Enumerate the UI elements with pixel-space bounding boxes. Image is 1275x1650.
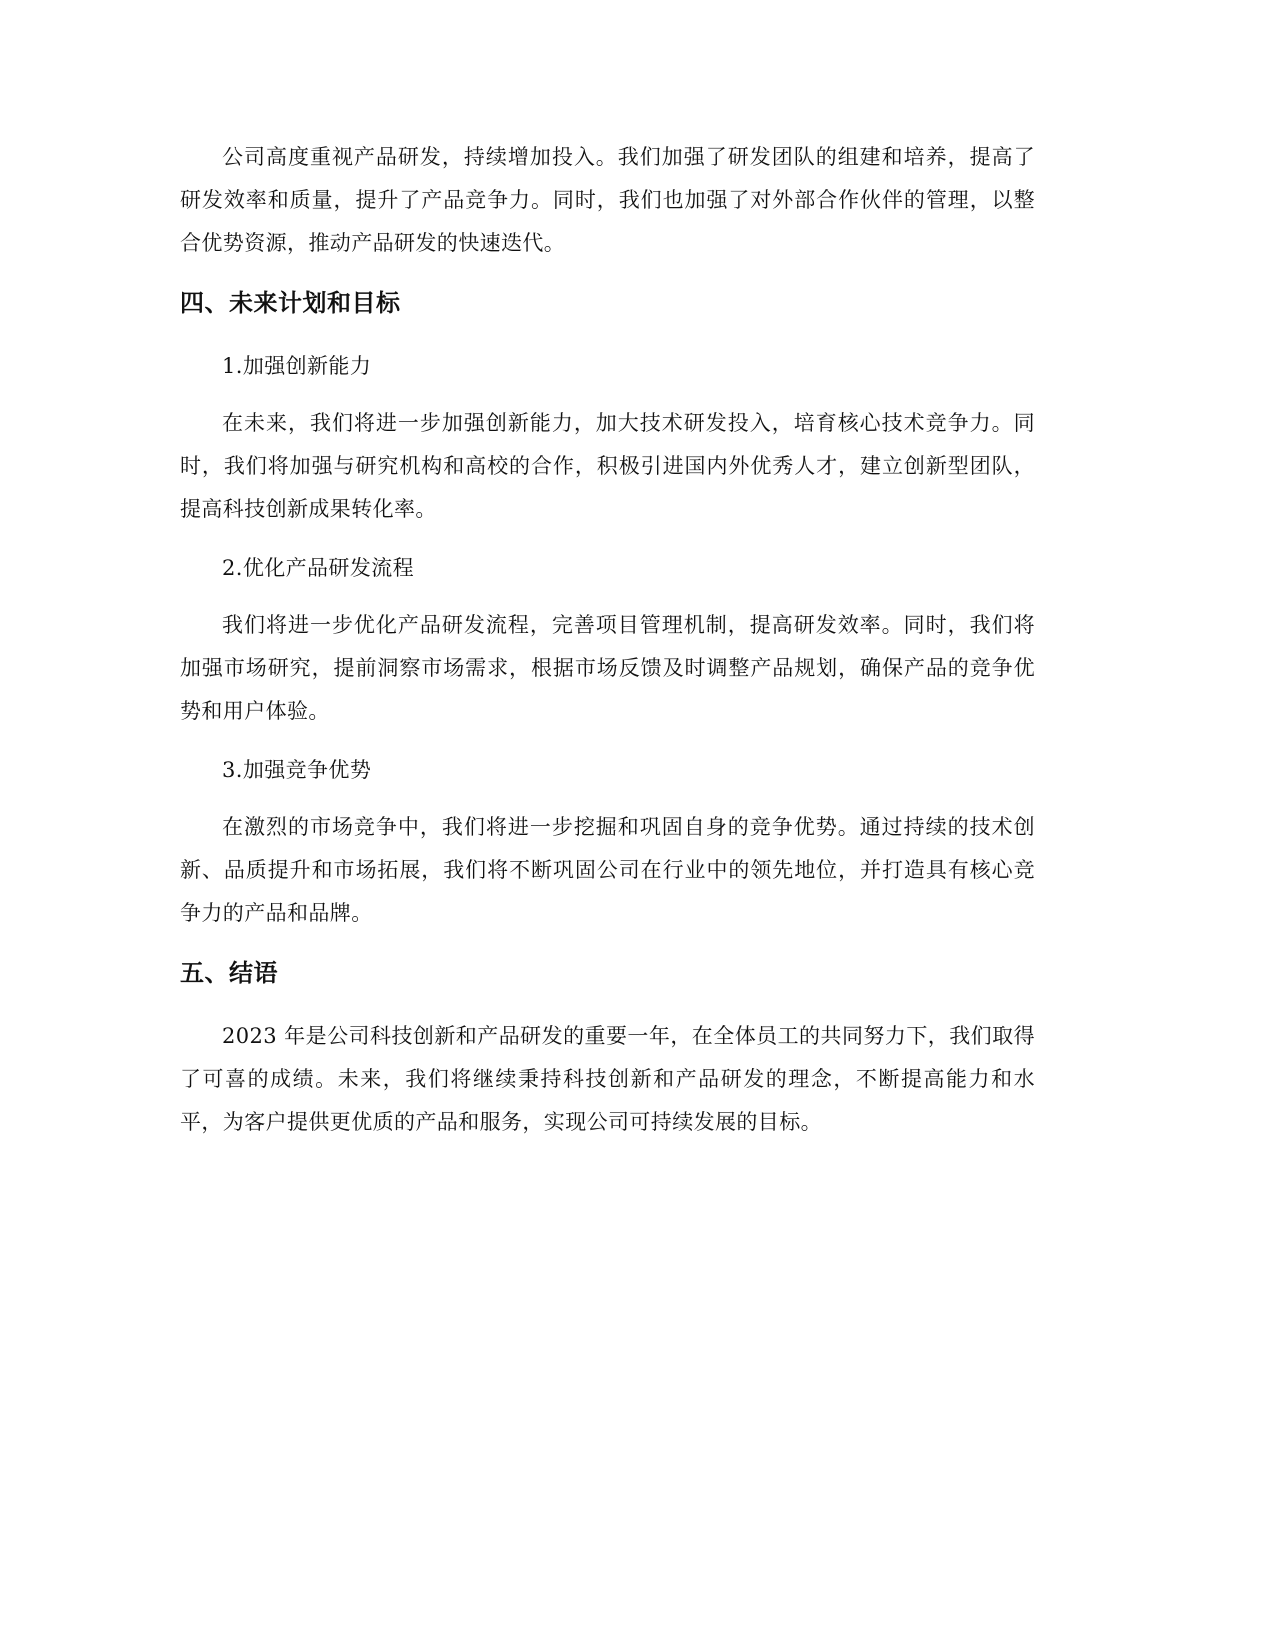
paragraph-rd-process: 我们将进一步优化产品研发流程，完善项目管理机制，提高研发效率。同时，我们将加强市场研究，提前洞察市场需求，根据市场反馈及时调整产品规划，确保产品的竞争优势和用户体验。 [180,613,1035,723]
section-heading-conclusion: 五、结语 [180,959,278,987]
paragraph-innovation: 在未来，我们将进一步加强创新能力，加大技术研发投入，培育核心技术竞争力。同时，我们将加强与研究机构和高校的合作，积极引进国内外优秀人才，建立创新型团队，提高科技创新成果转化率。 [180,411,1035,521]
paragraph-competitive-advantage: 在激烈的市场竞争中，我们将进一步挖掘和巩固自身的竞争优势。通过持续的技术创新、品质提升和市场拓展，我们将不断巩固公司在行业中的领先地位，并打造具有核心竞争力的产品和品牌。 [180,815,1035,925]
subheading-competitive-advantage: 3.加强竞争优势 [222,758,372,782]
document-page [180,136,1035,1160]
section-heading-future-plans: 四、未来计划和目标 [180,289,401,317]
subheading-rd-process: 2.优化产品研发流程 [222,556,415,580]
subheading-innovation: 1.加强创新能力 [222,354,372,378]
paragraph-conclusion: 2023 年是公司科技创新和产品研发的重要一年，在全体员工的共同努力下，我们取得了可喜的成绩。未来，我们将继续秉持科技创新和产品研发的理念，不断提高能力和水平，为客户提供更优质的产品和服务，实现公司可持续发展的目标。 [180,1024,1035,1134]
intro-paragraph: 公司高度重视产品研发，持续增加投入。我们加强了研发团队的组建和培养，提高了研发效率和质量，提升了产品竞争力。同时，我们也加强了对外部合作伙伴的管理，以整合优势资源，推动产品研发的快速迭代。 [180,145,1035,255]
